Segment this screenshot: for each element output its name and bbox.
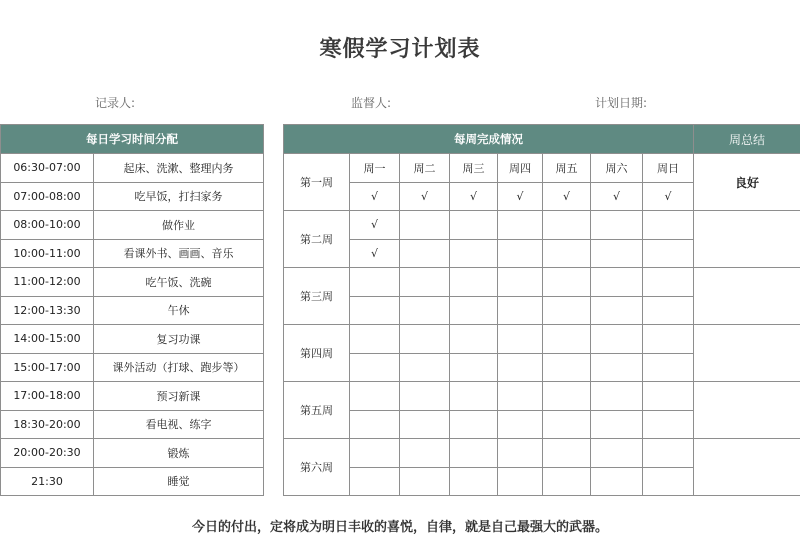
check-cell xyxy=(543,268,591,297)
day-header: 周二 xyxy=(400,154,450,183)
check-cell xyxy=(591,296,643,325)
check-cell xyxy=(498,353,543,382)
supervisor-label: 监督人: xyxy=(351,96,392,110)
check-cell xyxy=(543,296,591,325)
check-cell xyxy=(400,467,450,496)
check-cell xyxy=(350,382,400,411)
schedule-row xyxy=(1,154,264,183)
check-cell xyxy=(591,325,643,354)
check-cell xyxy=(498,410,543,439)
check-cell xyxy=(400,296,450,325)
check-cell xyxy=(498,467,543,496)
schedule-row xyxy=(1,296,264,325)
week-label: 第五周 xyxy=(284,382,350,439)
check-cell xyxy=(591,467,643,496)
check-cell xyxy=(450,239,498,268)
week-label: 第六周 xyxy=(284,439,350,496)
week-summary xyxy=(694,382,800,439)
check-cell: √ xyxy=(643,182,694,211)
page-title: 寒假学习计划表 xyxy=(319,37,481,62)
week-summary xyxy=(694,439,800,496)
schedule-row xyxy=(1,182,264,211)
check-cell: √ xyxy=(450,182,498,211)
schedule-time: 10:00-11:00 xyxy=(1,239,94,268)
check-cell xyxy=(643,439,694,468)
week-summary xyxy=(694,211,800,268)
check-cell xyxy=(543,239,591,268)
check-cell xyxy=(643,296,694,325)
check-cell xyxy=(498,382,543,411)
check-cell xyxy=(350,268,400,297)
check-cell xyxy=(350,467,400,496)
schedule-time: 17:00-18:00 xyxy=(1,382,94,411)
check-cell xyxy=(400,211,450,240)
check-cell xyxy=(591,410,643,439)
check-cell xyxy=(450,439,498,468)
daily-schedule-table xyxy=(0,124,264,496)
check-cell xyxy=(543,382,591,411)
check-cell xyxy=(643,211,694,240)
check-cell xyxy=(450,382,498,411)
schedule-time: 08:00-10:00 xyxy=(1,211,94,240)
check-cell xyxy=(498,296,543,325)
schedule-activity: 起床、洗漱、整理内务 xyxy=(94,154,264,183)
schedule-row xyxy=(1,211,264,240)
day-header: 周六 xyxy=(591,154,643,183)
week-row xyxy=(284,154,800,183)
day-header: 周三 xyxy=(450,154,498,183)
check-cell xyxy=(400,410,450,439)
check-cell xyxy=(591,268,643,297)
schedule-time: 07:00-08:00 xyxy=(1,182,94,211)
check-cell xyxy=(543,467,591,496)
check-cell: √ xyxy=(350,239,400,268)
schedule-activity: 复习功课 xyxy=(94,325,264,354)
schedule-row xyxy=(1,439,264,468)
check-cell xyxy=(591,211,643,240)
check-cell xyxy=(400,239,450,268)
day-header: 周四 xyxy=(498,154,543,183)
day-header: 周五 xyxy=(543,154,591,183)
schedule-time: 11:00-12:00 xyxy=(1,268,94,297)
check-cell xyxy=(543,211,591,240)
week-label: 第一周 xyxy=(284,154,350,211)
schedule-row xyxy=(1,239,264,268)
check-cell xyxy=(498,268,543,297)
check-cell xyxy=(350,439,400,468)
weekly-completion-header: 每周完成情况 xyxy=(284,125,694,154)
check-cell xyxy=(350,325,400,354)
schedule-row xyxy=(1,410,264,439)
check-cell xyxy=(350,353,400,382)
check-cell: √ xyxy=(591,182,643,211)
schedule-activity: 课外活动（打球、跑步等） xyxy=(94,353,264,382)
schedule-row xyxy=(1,467,264,496)
schedule-activity: 睡觉 xyxy=(94,467,264,496)
check-cell xyxy=(591,239,643,268)
schedule-time: 21:30 xyxy=(1,467,94,496)
schedule-time: 06:30-07:00 xyxy=(1,154,94,183)
day-header: 周日 xyxy=(643,154,694,183)
schedule-time: 12:00-13:30 xyxy=(1,296,94,325)
schedule-activity: 看电视、练字 xyxy=(94,410,264,439)
check-cell xyxy=(400,439,450,468)
check-cell: √ xyxy=(498,182,543,211)
check-cell xyxy=(400,382,450,411)
schedule-activity: 午休 xyxy=(94,296,264,325)
check-cell xyxy=(591,353,643,382)
schedule-time: 15:00-17:00 xyxy=(1,353,94,382)
check-cell xyxy=(498,325,543,354)
schedule-activity: 做作业 xyxy=(94,211,264,240)
week-label: 第三周 xyxy=(284,268,350,325)
check-cell xyxy=(591,439,643,468)
schedule-activity: 看课外书、画画、音乐 xyxy=(94,239,264,268)
check-cell xyxy=(643,353,694,382)
check-cell: √ xyxy=(400,182,450,211)
week-summary: 良好 xyxy=(694,154,800,211)
check-cell xyxy=(591,382,643,411)
schedule-time: 18:30-20:00 xyxy=(1,410,94,439)
schedule-row xyxy=(1,353,264,382)
schedule-activity: 吃午饭、洗碗 xyxy=(94,268,264,297)
week-row xyxy=(284,382,800,411)
check-cell xyxy=(450,467,498,496)
schedule-time: 14:00-15:00 xyxy=(1,325,94,354)
check-cell xyxy=(498,211,543,240)
check-cell xyxy=(350,410,400,439)
week-label: 第二周 xyxy=(284,211,350,268)
day-header: 周一 xyxy=(350,154,400,183)
check-cell: √ xyxy=(350,211,400,240)
daily-schedule-header: 每日学习时间分配 xyxy=(1,125,264,154)
schedule-activity: 预习新课 xyxy=(94,382,264,411)
week-row xyxy=(284,268,800,297)
check-cell xyxy=(643,467,694,496)
check-cell xyxy=(643,239,694,268)
check-cell xyxy=(450,410,498,439)
schedule-activity: 吃早饭，打扫家务 xyxy=(94,182,264,211)
check-cell xyxy=(643,268,694,297)
check-cell xyxy=(450,211,498,240)
check-cell xyxy=(543,353,591,382)
check-cell xyxy=(498,239,543,268)
schedule-time: 20:00-20:30 xyxy=(1,439,94,468)
check-cell: √ xyxy=(350,182,400,211)
schedule-row xyxy=(1,325,264,354)
check-cell xyxy=(543,439,591,468)
check-cell xyxy=(400,268,450,297)
check-cell xyxy=(543,325,591,354)
weekly-completion-table xyxy=(283,124,800,496)
check-cell xyxy=(543,410,591,439)
check-cell xyxy=(400,325,450,354)
plan-date-label: 计划日期: xyxy=(595,96,648,110)
check-cell xyxy=(450,296,498,325)
check-cell xyxy=(450,353,498,382)
week-summary xyxy=(694,268,800,325)
schedule-row xyxy=(1,268,264,297)
check-cell xyxy=(498,439,543,468)
check-cell xyxy=(400,353,450,382)
schedule-row xyxy=(1,382,264,411)
check-cell xyxy=(643,410,694,439)
recorder-label: 记录人: xyxy=(95,96,136,110)
motto-footer: 今日的付出，定将成为明日丰收的喜悦，自律，就是自己最强大的武器。 xyxy=(191,520,608,535)
week-row xyxy=(284,439,800,468)
check-cell: √ xyxy=(543,182,591,211)
week-row xyxy=(284,325,800,354)
check-cell xyxy=(450,268,498,297)
week-label: 第四周 xyxy=(284,325,350,382)
week-summary xyxy=(694,325,800,382)
week-summary-header: 周总结 xyxy=(694,125,800,154)
check-cell xyxy=(643,382,694,411)
week-row xyxy=(284,211,800,240)
check-cell xyxy=(643,325,694,354)
check-cell xyxy=(350,296,400,325)
schedule-activity: 锻炼 xyxy=(94,439,264,468)
check-cell xyxy=(450,325,498,354)
